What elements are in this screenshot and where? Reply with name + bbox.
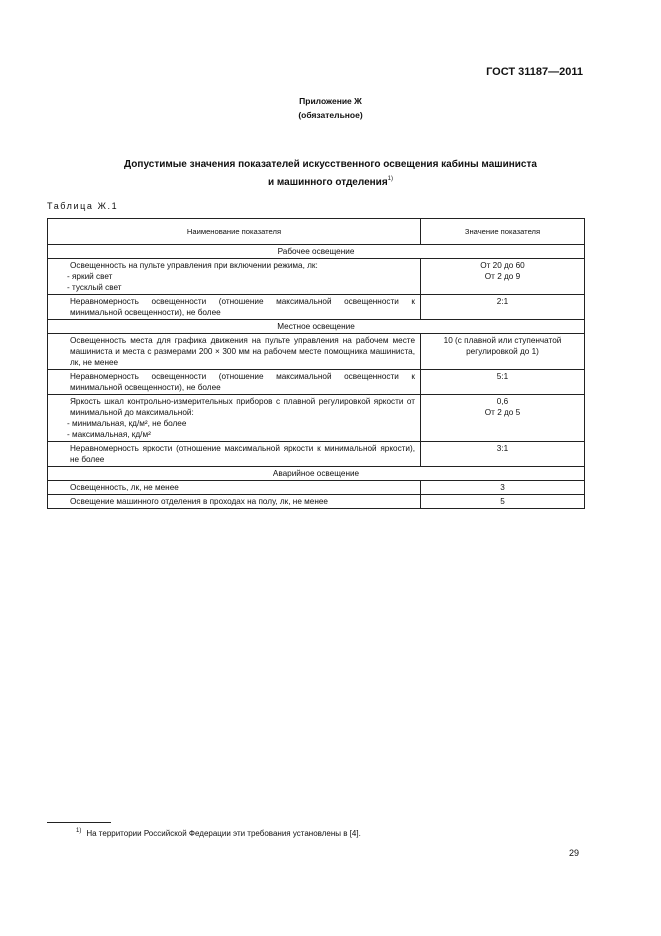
indicator-cell xyxy=(48,395,421,442)
value-text: От 20 до 60 xyxy=(480,261,525,270)
footnote-text: На территории Российской Федерации эти требования установлены в [4]. xyxy=(86,829,361,838)
table-row xyxy=(48,395,585,442)
indicator-cell xyxy=(48,295,421,320)
appendix-heading xyxy=(0,94,661,122)
indicator-sub: - яркий свет xyxy=(67,272,113,281)
header-indicator-value: Значение показателя xyxy=(421,219,585,245)
standard-number: ГОСТ 31187—2011 xyxy=(486,66,583,78)
section-row xyxy=(48,467,585,481)
table-row xyxy=(48,442,585,467)
indicator-text: Освещенность места для графика движения на пульте управления на рабочем месте машиниста и места с размерами 200 × 300 мм на рабочем месте помощника машиниста, лк, не менее xyxy=(70,336,415,367)
indicator-sub: - тусклый свет xyxy=(67,283,122,292)
value-text: 0,6 xyxy=(496,397,509,406)
appendix-title: Приложение Ж xyxy=(299,96,362,106)
footnote-mark: 1) xyxy=(76,828,82,834)
indicator-text: Неравномерность освещенности (отношение максимальной освещенности к минимальной освещенности), не более xyxy=(70,297,415,317)
section-emergency-lighting: Аварийное освещение xyxy=(48,467,585,481)
section-row xyxy=(48,245,585,259)
table-row xyxy=(48,481,585,495)
indicator-text: Освещенность, лк, не менее xyxy=(70,483,179,492)
value-cell: 5 xyxy=(421,495,585,509)
section-working-lighting: Рабочее освещение xyxy=(48,245,585,259)
value-cell: 5:1 xyxy=(421,370,585,395)
value-cell: 3 xyxy=(421,481,585,495)
indicator-sub: - максимальная, кд/м² xyxy=(67,430,151,439)
indicator-cell xyxy=(48,370,421,395)
indicator-text: Неравномерность освещенности (отношение максимальной освещенности к минимальной освещенности), не более xyxy=(70,372,415,392)
title-line-1: Допустимые значения показателей искусственного освещения кабины машиниста xyxy=(124,159,537,170)
title-footnote-mark: 1) xyxy=(387,176,394,182)
table-row xyxy=(48,259,585,295)
value-cell xyxy=(421,259,585,295)
page-number: 29 xyxy=(568,848,579,858)
indicator-text: Освещенность на пульте управления при включении режима, лк: xyxy=(70,261,318,270)
indicator-text: Неравномерность яркости (отношение максимальной яркости к минимальной яркости), не более xyxy=(70,444,415,464)
value-cell: 10 (с плавной или ступенчатой регулировкой до 1) xyxy=(421,334,585,370)
header-indicator-name: Наименование показателя xyxy=(48,219,421,245)
lighting-table xyxy=(47,218,585,509)
footnote-divider xyxy=(47,822,111,823)
value-text: От 2 до 9 xyxy=(484,272,521,281)
indicator-cell xyxy=(48,259,421,295)
table-row xyxy=(48,495,585,509)
table-header-row xyxy=(48,219,585,245)
table-row xyxy=(48,370,585,395)
indicator-cell xyxy=(48,442,421,467)
value-cell xyxy=(421,395,585,442)
section-local-lighting: Местное освещение xyxy=(48,320,585,334)
value-text: От 2 до 5 xyxy=(484,408,521,417)
value-cell: 3:1 xyxy=(421,442,585,467)
value-cell: 2:1 xyxy=(421,295,585,320)
table-row xyxy=(48,295,585,320)
indicator-cell xyxy=(48,495,421,509)
indicator-sub: - минимальная, кд/м², не более xyxy=(67,419,187,428)
document-title xyxy=(0,158,661,190)
indicator-text: Яркость шкал контрольно-измерительных приборов с плавной регулировкой яркости от минимальной до максимальной: xyxy=(70,397,415,417)
table-row xyxy=(48,334,585,370)
footnote xyxy=(76,828,361,838)
indicator-cell xyxy=(48,334,421,370)
table-label: Таблица Ж.1 xyxy=(47,201,119,211)
indicator-cell xyxy=(48,481,421,495)
section-row xyxy=(48,320,585,334)
appendix-status: (обязательное) xyxy=(298,110,363,120)
indicator-text: Освещение машинного отделения в проходах на полу, лк, не менее xyxy=(70,497,328,506)
title-line-2: и машинного отделения$^{1)}$ xyxy=(267,176,394,188)
